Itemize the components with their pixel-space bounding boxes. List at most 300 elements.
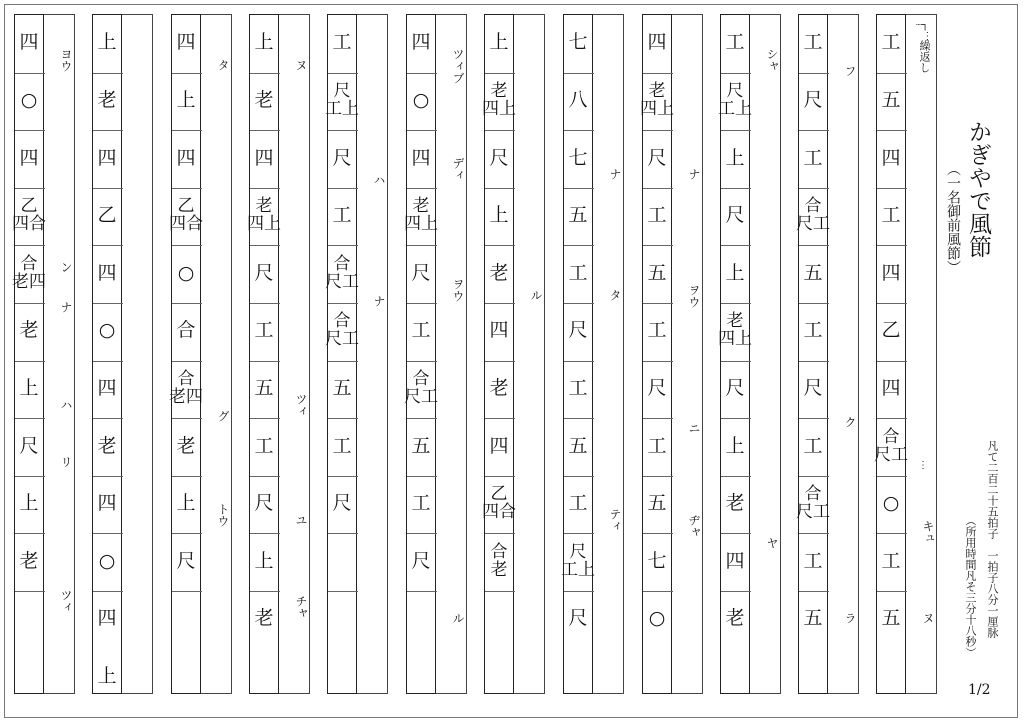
note-line: 尺 — [176, 550, 196, 572]
note-cell — [163, 494, 209, 513]
cell-divider — [485, 303, 515, 304]
cell-divider — [721, 418, 751, 419]
cell-divider — [15, 533, 45, 534]
cell-divider — [721, 245, 751, 246]
note-line: 工上 — [718, 99, 752, 120]
cell-divider — [93, 188, 123, 189]
note-cell — [634, 149, 680, 168]
note-cell — [241, 197, 287, 234]
cell-divider — [564, 188, 594, 189]
note-cell — [241, 609, 287, 628]
note-cell — [241, 33, 287, 52]
cell-divider — [407, 591, 437, 592]
cell-divider — [172, 361, 202, 362]
note-cell — [163, 370, 209, 407]
cell-divider — [250, 188, 280, 189]
cell-divider — [799, 533, 829, 534]
note-cell — [555, 33, 601, 52]
note-line: 八 — [568, 89, 588, 111]
duration-info: （所用時間凡そ三分十八秒） — [964, 515, 977, 658]
note-cell — [634, 379, 680, 398]
cell-divider — [15, 418, 45, 419]
cell-divider — [407, 130, 437, 131]
note-line: 老 — [412, 196, 430, 216]
note-line: 工 — [881, 204, 901, 226]
note-cell — [163, 33, 209, 52]
page-number: 1/2 — [968, 682, 991, 698]
cell-divider — [564, 73, 594, 74]
note-cell — [790, 437, 836, 456]
cell-divider — [15, 591, 45, 592]
lyric-lane — [122, 14, 153, 694]
note-cell — [555, 264, 601, 283]
note-line: 尺 — [332, 492, 352, 514]
note-line: 四合 — [12, 214, 46, 235]
lyric-syllable: ル — [529, 289, 543, 301]
note-line: 四 — [881, 147, 901, 169]
cell-divider — [485, 476, 515, 477]
note-line: 老 — [97, 435, 117, 457]
cell-divider — [485, 591, 515, 592]
note-line: 尺工 — [404, 387, 438, 408]
lyric-syllable: ツィ — [59, 589, 73, 613]
note-line: 四 — [881, 262, 901, 284]
note-line: 工 — [803, 319, 823, 341]
note-line: 工 — [647, 204, 667, 226]
cell-divider — [799, 476, 829, 477]
cell-divider — [250, 73, 280, 74]
note-line: 尺 — [254, 262, 274, 284]
note-cell — [555, 494, 601, 513]
note-line: 尺工 — [325, 272, 359, 293]
note-cell — [712, 552, 758, 571]
note-cell — [6, 321, 52, 340]
note-line: 工 — [803, 147, 823, 169]
note-cell — [163, 264, 209, 283]
note-cell — [712, 82, 758, 119]
notation-column — [484, 14, 550, 694]
cell-divider — [328, 361, 358, 362]
cell-divider — [407, 303, 437, 304]
note-line: 工 — [803, 31, 823, 53]
cell-divider — [643, 303, 673, 304]
note-line: 四 — [97, 607, 117, 629]
cell-divider — [172, 188, 202, 189]
note-cell — [712, 33, 758, 52]
notation-column — [563, 14, 629, 694]
note-line: 老 — [176, 435, 196, 457]
cell-divider — [407, 361, 437, 362]
note-cell — [84, 33, 130, 52]
cell-divider — [799, 418, 829, 419]
cell-divider — [877, 188, 907, 189]
lyric-syllable: ヲウ — [687, 284, 701, 308]
note-line: 五 — [803, 607, 823, 629]
note-line: 上 — [725, 147, 745, 169]
cell-divider — [172, 533, 202, 534]
note-cell — [6, 91, 52, 110]
note-line: 老 — [490, 81, 508, 101]
lyric-syllable: ニ — [687, 422, 701, 434]
note-line: 上 — [489, 31, 509, 53]
repeat-bracket: ┈┐ ⋮ — [916, 20, 933, 42]
note-line: 五 — [411, 435, 431, 457]
note-line: 五 — [881, 607, 901, 629]
note-cell — [398, 437, 444, 456]
note-cell — [868, 149, 914, 168]
note-cell — [84, 437, 130, 456]
note-line: 四 — [725, 550, 745, 572]
cell-divider — [93, 245, 123, 246]
note-line: 工 — [254, 319, 274, 341]
note-line: 尺 — [725, 204, 745, 226]
note-cells — [14, 14, 44, 694]
lyric-syllable: ユ — [294, 514, 308, 526]
note-cell — [6, 379, 52, 398]
lyric-lane — [436, 14, 467, 694]
cell-divider — [877, 73, 907, 74]
cell-divider — [407, 245, 437, 246]
notation-column — [876, 14, 942, 694]
note-line: 尺工 — [796, 502, 830, 523]
note-cell — [634, 321, 680, 340]
note-cells — [798, 14, 828, 694]
note-cell — [84, 264, 130, 283]
note-cell — [398, 370, 444, 407]
cell-divider — [721, 533, 751, 534]
note-cell — [398, 552, 444, 571]
note-cell — [476, 485, 522, 522]
note-cell — [868, 609, 914, 628]
cell-divider — [328, 130, 358, 131]
cell-divider — [250, 130, 280, 131]
note-cell — [555, 91, 601, 110]
note-line: 工 — [647, 319, 667, 341]
note-line: 老四 — [12, 272, 46, 293]
note-cell — [84, 91, 130, 110]
lyric-syllable: ナ — [608, 168, 622, 180]
note-line: 上 — [97, 31, 117, 53]
lyric-syllable: ナ — [372, 295, 386, 307]
lyric-syllable: ティ — [608, 508, 622, 532]
note-line: 老 — [254, 607, 274, 629]
notation-column — [720, 14, 786, 694]
note-cell — [6, 197, 52, 234]
lyric-syllable: ヤ — [765, 537, 779, 549]
note-line: 四上 — [482, 99, 516, 120]
note-cell — [634, 552, 680, 571]
note-cell — [319, 33, 365, 52]
notation-column — [171, 14, 237, 694]
lyric-syllable: ナ — [687, 168, 701, 180]
note-line: 老 — [490, 560, 508, 581]
note-cell — [319, 149, 365, 168]
note-cell — [319, 312, 365, 349]
notation-column — [406, 14, 472, 694]
cell-divider — [877, 361, 907, 362]
note-cell — [319, 206, 365, 225]
note-line: ○ — [20, 89, 38, 111]
note-line: 老 — [19, 319, 39, 341]
note-cell — [555, 437, 601, 456]
note-line: 工 — [568, 492, 588, 514]
note-cell — [790, 609, 836, 628]
cell-divider — [799, 73, 829, 74]
lyric-syllable: ディ — [451, 157, 465, 181]
note-line: 四合 — [169, 214, 203, 235]
note-cell — [476, 321, 522, 340]
note-line: 老 — [254, 89, 274, 111]
lyric-syllable: グ — [216, 410, 230, 422]
note-cell — [163, 437, 209, 456]
cell-divider — [877, 245, 907, 246]
note-cell — [790, 321, 836, 340]
cell-divider — [407, 476, 437, 477]
note-line: 乙 — [20, 196, 38, 216]
lyric-syllable: タ — [608, 289, 622, 301]
note-cell — [6, 255, 52, 292]
note-line: 五 — [254, 377, 274, 399]
note-line: 尺工 — [325, 329, 359, 350]
cell-divider — [877, 418, 907, 419]
cell-divider — [15, 361, 45, 362]
cell-divider — [328, 188, 358, 189]
note-cell — [555, 321, 601, 340]
cell-divider — [93, 303, 123, 304]
note-line: 工 — [803, 435, 823, 457]
cell-divider — [564, 418, 594, 419]
cell-divider — [15, 245, 45, 246]
note-cell — [712, 437, 758, 456]
note-line: 四 — [489, 319, 509, 341]
note-cell — [84, 552, 130, 571]
cell-divider — [250, 533, 280, 534]
note-cell — [163, 552, 209, 571]
note-cell — [868, 552, 914, 571]
cell-divider — [250, 591, 280, 592]
note-line: 工 — [411, 319, 431, 341]
lyric-syllable: ラ — [843, 612, 857, 624]
cell-divider — [643, 73, 673, 74]
note-line: 四 — [176, 31, 196, 53]
repeat-mark: ⋮ — [918, 460, 928, 471]
note-cell — [634, 82, 680, 119]
lyric-syllable: シャ — [765, 48, 779, 72]
repeat-label: 繰返し — [918, 40, 931, 73]
cell-divider — [407, 418, 437, 419]
note-line: 合 — [333, 311, 351, 331]
note-line: 尺 — [254, 492, 274, 514]
cell-divider — [721, 303, 751, 304]
note-cells — [92, 14, 122, 694]
note-cell — [241, 379, 287, 398]
cell-divider — [172, 476, 202, 477]
note-line: 四 — [97, 147, 117, 169]
cell-divider — [407, 73, 437, 74]
note-line: 四上 — [247, 214, 281, 235]
note-cell — [163, 197, 209, 234]
note-cell — [163, 321, 209, 340]
note-line: 上 — [489, 204, 509, 226]
cell-divider — [877, 303, 907, 304]
note-cell — [6, 494, 52, 513]
cell-divider — [643, 130, 673, 131]
note-line: 五 — [881, 89, 901, 111]
cell-divider — [328, 418, 358, 419]
note-line: 老 — [489, 377, 509, 399]
cell-divider — [328, 591, 358, 592]
note-cell — [398, 321, 444, 340]
subtitle: （一名御前風節） — [945, 162, 961, 274]
note-line: 工上 — [325, 99, 359, 120]
note-cell — [319, 255, 365, 292]
note-cells — [171, 14, 201, 694]
beat-info: 凡て二百二十五拍子 一拍子八分一厘脉 — [986, 440, 999, 638]
note-line: 工 — [725, 31, 745, 53]
note-cell — [634, 437, 680, 456]
note-line: 尺工 — [874, 445, 908, 466]
lyric-syllable: キュ — [921, 520, 935, 544]
cell-divider — [799, 361, 829, 362]
lyric-lane — [593, 14, 624, 694]
note-cell — [84, 206, 130, 225]
note-cell — [476, 149, 522, 168]
lyric-syllable: フ — [843, 65, 857, 77]
cell-divider — [643, 476, 673, 477]
note-line: 四上 — [718, 329, 752, 350]
note-line: 合 — [333, 254, 351, 274]
note-cell — [241, 494, 287, 513]
note-cell — [634, 33, 680, 52]
cell-divider — [721, 73, 751, 74]
note-line: 合 — [176, 319, 196, 341]
note-line: 五 — [803, 262, 823, 284]
note-cell — [555, 379, 601, 398]
note-cell — [712, 494, 758, 513]
note-cell — [241, 149, 287, 168]
note-line: 尺 — [726, 81, 744, 101]
cell-divider — [564, 533, 594, 534]
note-line: ○ — [98, 550, 116, 572]
note-line: 五 — [332, 377, 352, 399]
cell-divider — [15, 188, 45, 189]
note-cell — [476, 437, 522, 456]
cell-divider — [564, 361, 594, 362]
note-cell — [6, 437, 52, 456]
note-cells — [406, 14, 436, 694]
lyric-syllable: ヲウ — [451, 278, 465, 302]
cell-divider — [93, 418, 123, 419]
cell-divider — [93, 476, 123, 477]
cell-divider — [643, 533, 673, 534]
cell-divider — [250, 418, 280, 419]
cell-divider — [407, 188, 437, 189]
note-line: 七 — [647, 550, 667, 572]
notation-column — [14, 14, 80, 694]
note-line: 工 — [568, 377, 588, 399]
note-line: 尺 — [489, 147, 509, 169]
lyric-syllable: ヌ — [921, 612, 935, 624]
note-cell — [868, 91, 914, 110]
note-cell — [790, 264, 836, 283]
note-line: 七 — [568, 147, 588, 169]
cell-divider — [93, 533, 123, 534]
cell-divider — [93, 73, 123, 74]
cell-divider — [564, 303, 594, 304]
note-line: 尺 — [647, 147, 667, 169]
note-cell — [476, 264, 522, 283]
note-cell — [241, 437, 287, 456]
note-line: 四 — [97, 492, 117, 514]
note-line: 尺 — [19, 435, 39, 457]
note-cell — [319, 379, 365, 398]
note-cell — [868, 33, 914, 52]
lyric-syllable: タ — [216, 59, 230, 71]
note-line: 合 — [804, 484, 822, 504]
cell-divider — [799, 130, 829, 131]
note-line: 乙 — [97, 204, 117, 226]
note-line: 工 — [803, 550, 823, 572]
cell-divider — [485, 245, 515, 246]
note-line: 尺 — [569, 542, 587, 562]
note-line: 合 — [20, 254, 38, 274]
note-cell — [476, 82, 522, 119]
note-line: 尺 — [411, 262, 431, 284]
cell-divider — [93, 361, 123, 362]
cell-divider — [407, 533, 437, 534]
note-line: 工 — [332, 435, 352, 457]
note-cell — [634, 264, 680, 283]
lyric-syllable: チャ — [294, 595, 308, 619]
note-line: 老 — [726, 311, 744, 331]
note-cell — [6, 149, 52, 168]
note-line: 乙 — [177, 196, 195, 216]
cell-divider — [328, 245, 358, 246]
note-cell — [790, 485, 836, 522]
note-line: 四 — [411, 147, 431, 169]
note-line: 五 — [568, 204, 588, 226]
note-line: 五 — [647, 492, 667, 514]
cell-divider — [721, 476, 751, 477]
cell-divider — [15, 476, 45, 477]
note-line: 上 — [19, 492, 39, 514]
lyric-syllable: ヌ — [294, 59, 308, 71]
lyric-syllable: ツィ — [294, 393, 308, 417]
cell-divider — [485, 130, 515, 131]
cell-divider — [328, 303, 358, 304]
note-line: 四 — [489, 435, 509, 457]
note-line: 尺 — [803, 89, 823, 111]
lyric-lane — [828, 14, 859, 694]
note-cell — [319, 494, 365, 513]
note-line: 上 — [97, 665, 117, 687]
note-cell — [712, 264, 758, 283]
lyric-lane — [279, 14, 310, 694]
note-line: 尺 — [332, 147, 352, 169]
cell-divider — [643, 245, 673, 246]
note-cell — [790, 149, 836, 168]
note-cell — [84, 379, 130, 398]
note-line: 四 — [254, 147, 274, 169]
note-line: 老 — [489, 262, 509, 284]
note-line: 老 — [97, 89, 117, 111]
note-line: 合 — [882, 427, 900, 447]
cell-divider — [250, 245, 280, 246]
cell-divider — [721, 591, 751, 592]
note-cell — [868, 206, 914, 225]
cell-divider — [643, 361, 673, 362]
note-line: 四合 — [482, 502, 516, 523]
